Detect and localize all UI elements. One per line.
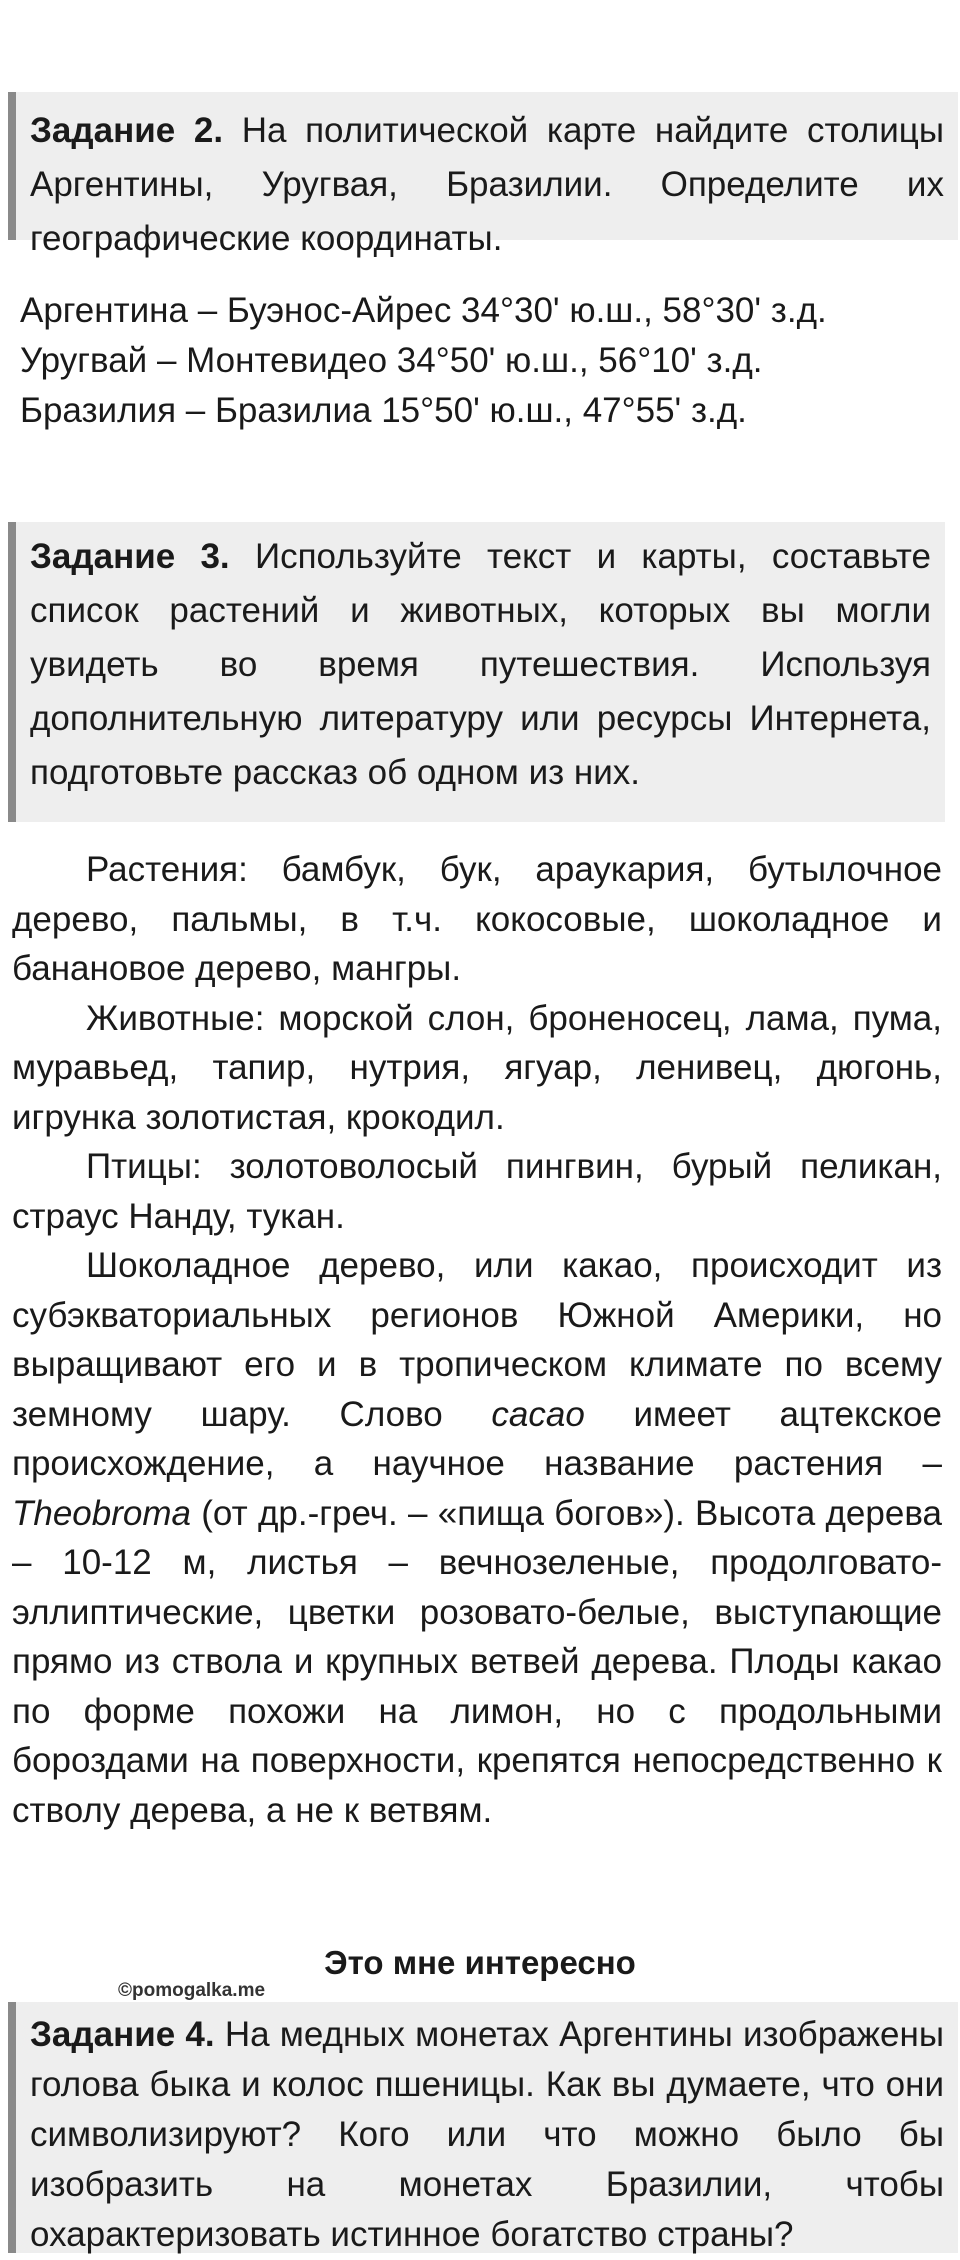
- cacao-text-1: Шоколадное дерево, или какао, происходит из субэкваториальных регионов Южной Америки, но выращивают его и в тропическом климате по всему земному шару. Слово: [12, 1246, 942, 1434]
- cacao-paragraph: [12, 1241, 942, 1835]
- plants-paragraph: Растения: бамбук, бук, араукария, бутылочное дерево, пальмы, в т.ч. кокосовые, шоколадное и банановое дерево, мангры.: [12, 850, 942, 988]
- task-3-label: Задание 3.: [30, 537, 255, 576]
- task-2-text: На политической карте найдите столицы Аргентины, Уругвая, Бразилии. Определите их географические координаты.: [30, 111, 944, 258]
- answer-text: [12, 845, 942, 1835]
- animals-paragraph: Животные: морской слон, броненосец, лама, пума, муравьед, тапир, нутрия, ягуар, ленивец, дюгонь, игрунка золотистая, крокодил.: [12, 998, 942, 1137]
- task-4-block: [8, 2002, 958, 2253]
- section-heading: Это мне интересно: [324, 1944, 636, 1981]
- task-4-text: На медных монетах Аргентины изображены голова быка и колос пшеницы. Как вы думаете, что они символизируют? Кого или что можно было бы изобразить на монетах Бразилии, чтобы охарактеризовать истинное богатство страны?: [30, 2015, 944, 2254]
- answer-brazil: Бразилия – Бразилиа 15°50' ю.ш., 47°55' з.д.: [20, 391, 747, 430]
- task-3-block: [8, 522, 945, 822]
- answer-argentina: Аргентина – Буэнос-Айрес 34°30' ю.ш., 58°30' з.д.: [20, 291, 827, 330]
- task-4-label: Задание 4.: [30, 2015, 225, 2054]
- watermark: ©pomogalka.me: [118, 1980, 266, 2001]
- task-2-label: Задание 2.: [30, 111, 242, 150]
- birds-paragraph: Птицы: золотоволосый пингвин, бурый пеликан, страус Нанду, тукан.: [12, 1147, 942, 1236]
- capital-coordinates-list: [20, 286, 827, 436]
- answer-uruguay: Уругвай – Монтевидео 34°50' ю.ш., 56°10' з.д.: [20, 341, 763, 380]
- task-3-text: Используйте текст и карты, составьте список растений и животных, которых вы могли увидеть во время путешествия. Используя дополнительную литературу или ресурсы Интернета, подготовьте рассказ об одном из них.: [30, 537, 931, 792]
- cacao-text-3: (от др.-греч. – «пища богов»). Высота дерева – 10-12 м, листья – вечнозеленые, продолговато-эллиптические, цветки розовато-белые, выступающие прямо из ствола и крупных ветвей дерева. Плоды какао по форме похожи на лимон, но с продольными бороздами на поверхности, крепятся непосредственно к стволу дерева, а не к ветвям.: [12, 1493, 942, 1830]
- cacao-text-2: имеет ацтекское происхождение, а научное название растения –: [12, 1394, 942, 1483]
- cacao-word: cacao: [491, 1394, 585, 1434]
- theobroma-word: Theobroma: [12, 1493, 191, 1533]
- task-2-block: [8, 92, 958, 258]
